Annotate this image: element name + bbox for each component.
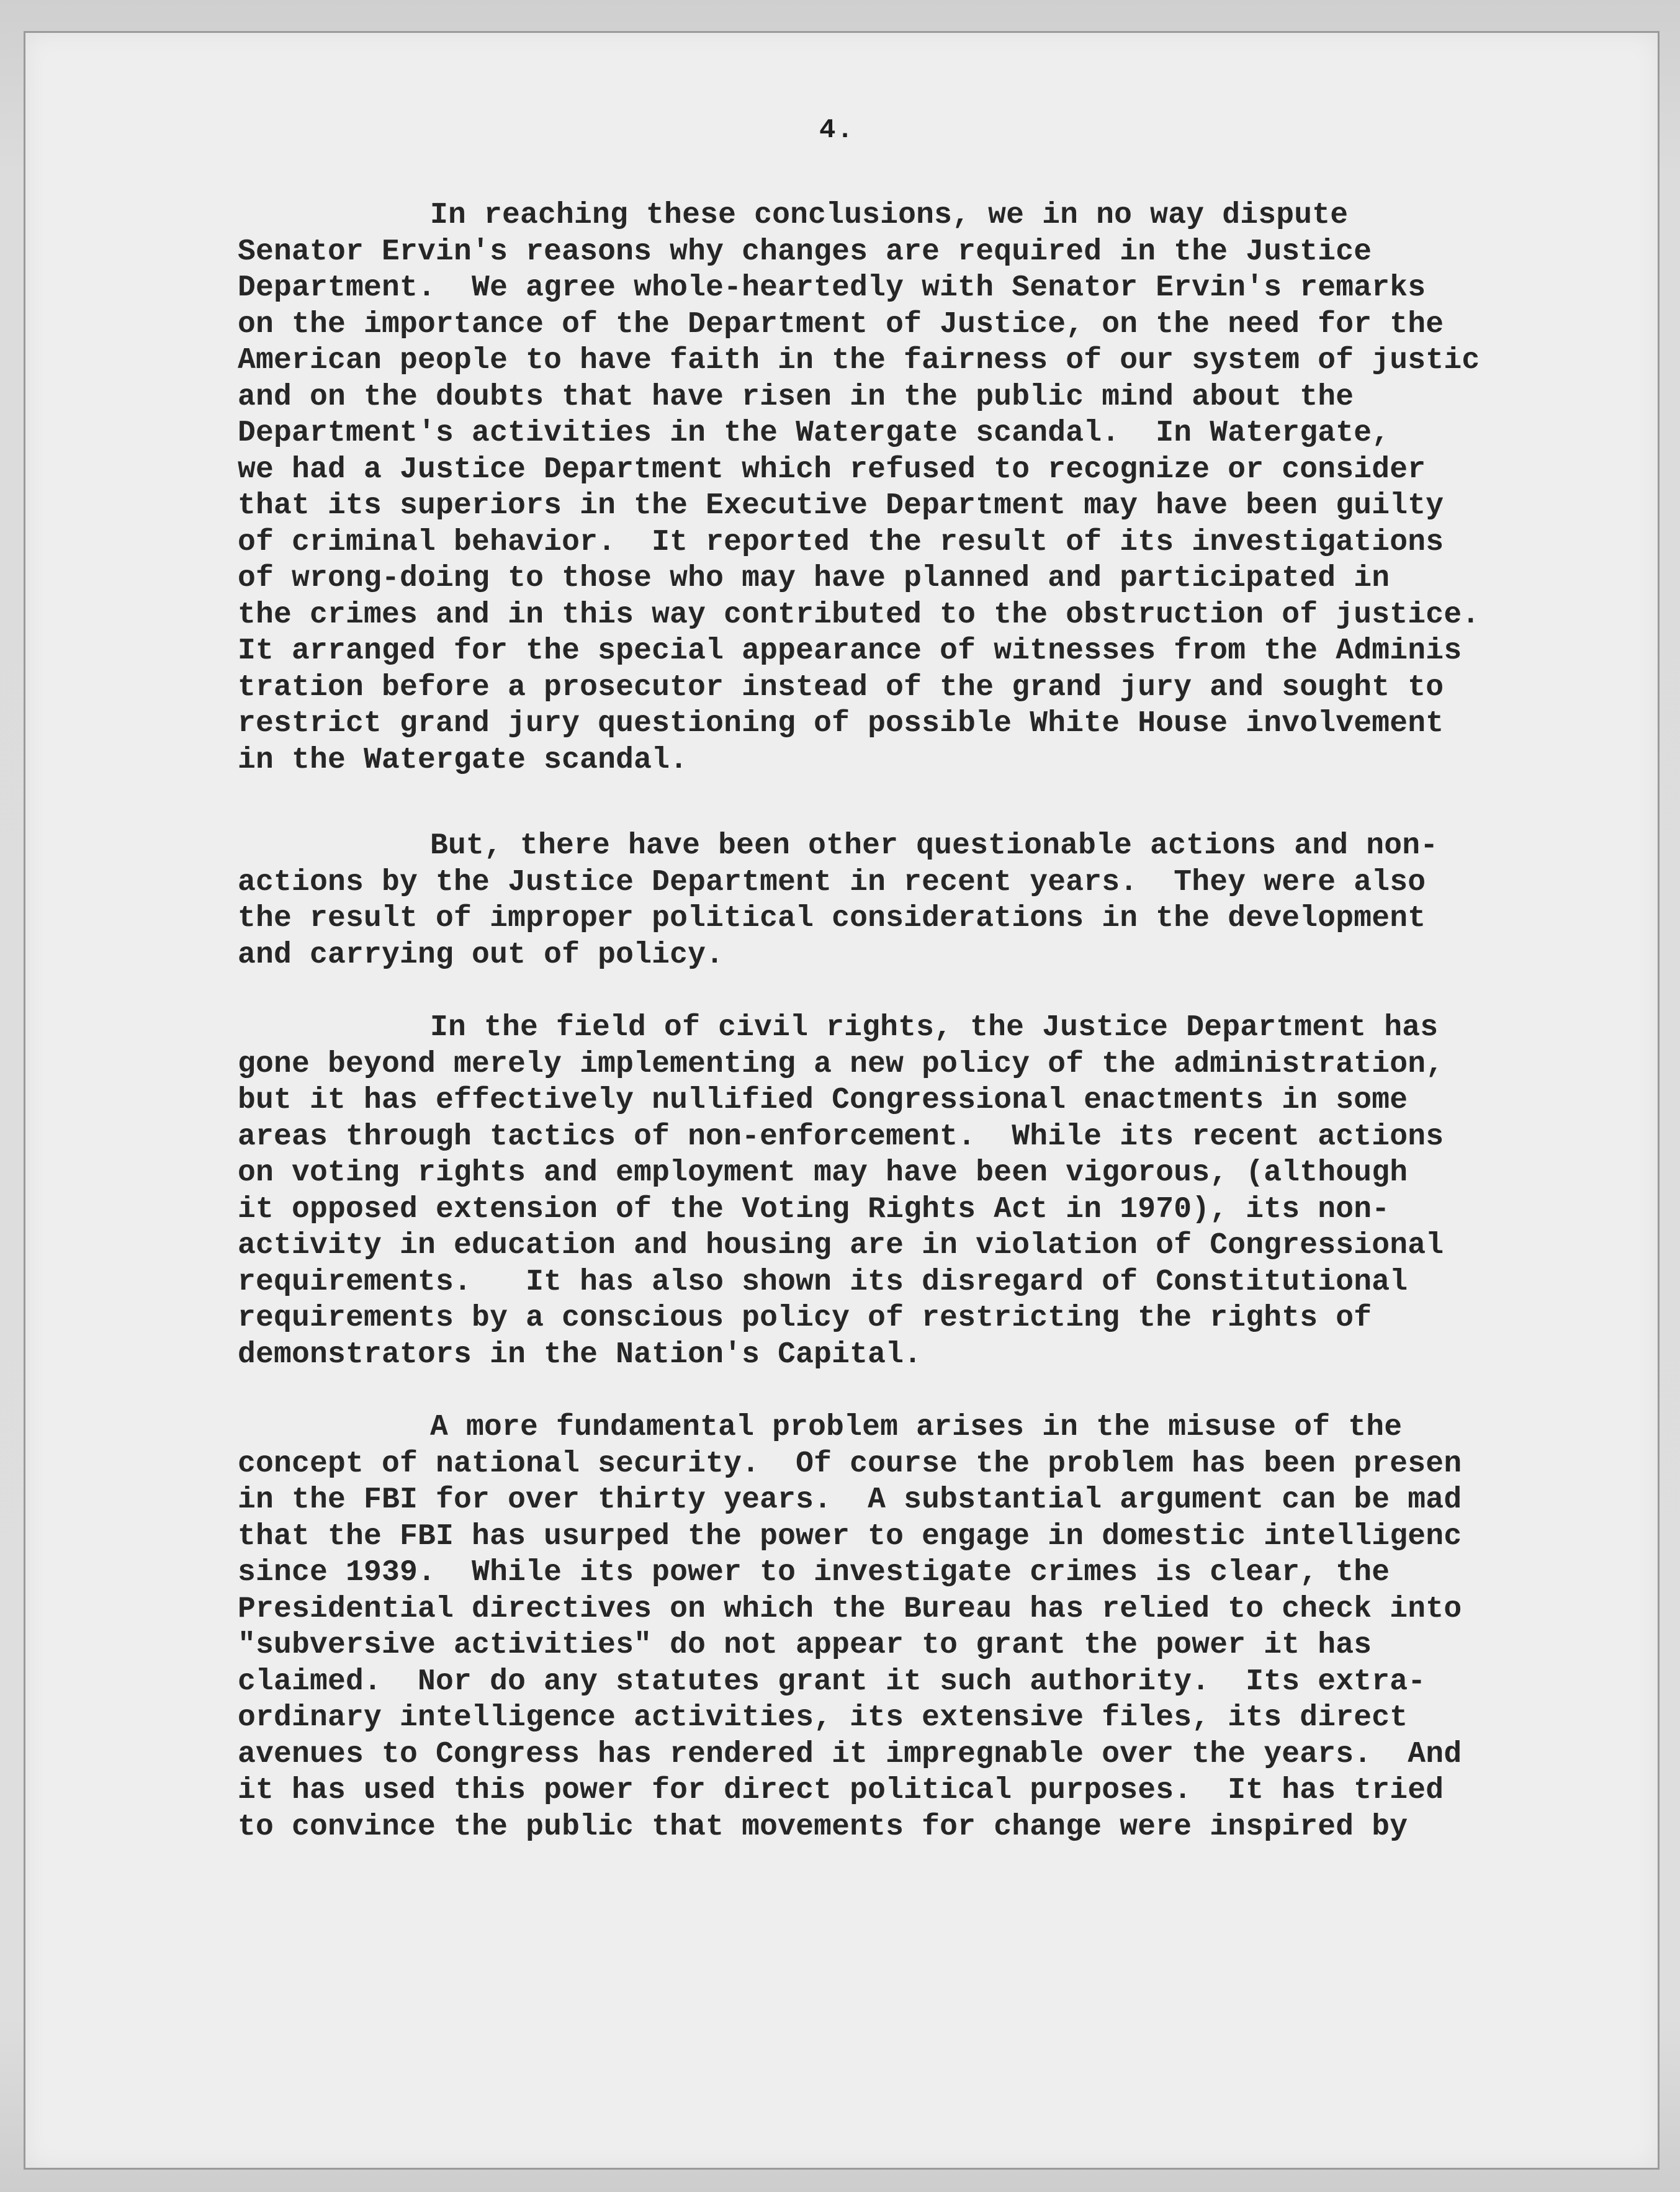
text-line: on voting rights and employment may have been vigorous, (although [238,1156,1408,1190]
text-line: In reaching these conclusions, we in no way dispute [430,199,1349,232]
text-line: the crimes and in this way contributed to the obstruction of justice. [238,598,1480,632]
text-line: Senator Ervin's reasons why changes are required in the Justice [238,235,1372,269]
text-line: tration before a prosecutor instead of the grand jury and sought to [238,670,1444,704]
text-line: areas through tactics of non-enforcement. While its recent actions [238,1120,1444,1154]
text-line: it opposed extension of the Voting Rights Act in 1970), its non- [238,1192,1390,1226]
text-line: concept of national security. Of course the problem has been presen [238,1447,1462,1481]
text-line: since 1939. While its power to investigate crimes is clear, the [238,1556,1390,1589]
text-line: we had a Justice Department which refused to recognize or consider [238,452,1426,487]
text-line: It arranged for the special appearance of witnesses from the Adminis [238,634,1462,668]
text-line: requirements by a conscious policy of restricting the rights of [238,1301,1372,1335]
text-line: of wrong-doing to those who may have planned and participated in [238,562,1390,595]
text-line: But, there have been other questionable actions and non- [430,829,1439,863]
text-line: claimed. Nor do any statutes grant it such authority. Its extra- [238,1664,1426,1699]
text-line: but it has effectively nullified Congressional enactments in some [238,1084,1408,1117]
paragraph-civil-rights [238,1010,1578,1373]
text-line: "subversive activities" do not appear to grant the power it has [238,1628,1372,1662]
text-line: avenues to Congress has rendered it impregnable over the years. And [238,1737,1462,1771]
paragraph-questionable-actions [238,828,1578,973]
text-line: gone beyond merely implementing a new policy of the administration, [238,1047,1444,1081]
text-line: ordinary intelligence activities, its extensive files, its direct [238,1701,1408,1735]
text-line: activity in education and housing are in violation of Congressional [238,1229,1444,1262]
text-line: it has used this power for direct political purposes. It has tried [238,1774,1444,1807]
text-line: actions by the Justice Department in recent years. They were also [238,865,1426,899]
text-line: on the importance of the Department of Justice, on the need for the [238,307,1444,341]
page-number: 4. [819,115,855,146]
text-line: Department. We agree whole-heartedly with Senator Ervin's remarks [238,271,1426,305]
text-line: and on the doubts that have risen in the public mind about the [238,380,1354,414]
paragraph-national-security [238,1409,1578,1845]
text-line: that its superiors in the Executive Department may have been guilty [238,489,1444,523]
text-line: requirements. It has also shown its disregard of Constitutional [238,1265,1408,1299]
paragraph-watergate [238,197,1578,778]
text-line: and carrying out of policy. [238,938,724,972]
text-line: American people to have faith in the fairness of our system of justic [238,344,1480,377]
text-line: the result of improper political considerations in the development [238,902,1426,935]
text-line: demonstrators in the Nation's Capital. [238,1337,922,1372]
text-line: Presidential directives on which the Bureau has relied to check into [238,1592,1462,1626]
text-line: In the field of civil rights, the Justice Department has [430,1011,1439,1044]
text-line: that the FBI has usurped the power to engage in domestic intelligenc [238,1519,1462,1553]
text-line: in the Watergate scandal. [238,743,688,777]
text-line: in the FBI for over thirty years. A substantial argument can be mad [238,1483,1462,1517]
text-line: of criminal behavior. It reported the result of its investigations [238,525,1444,559]
text-line: restrict grand jury questioning of possible White House involvement [238,707,1444,740]
text-line: to convince the public that movements for change were inspired by [238,1810,1408,1844]
text-line: Department's activities in the Watergate scandal. In Watergate, [238,416,1390,450]
text-line: A more fundamental problem arises in the misuse of the [430,1411,1403,1444]
